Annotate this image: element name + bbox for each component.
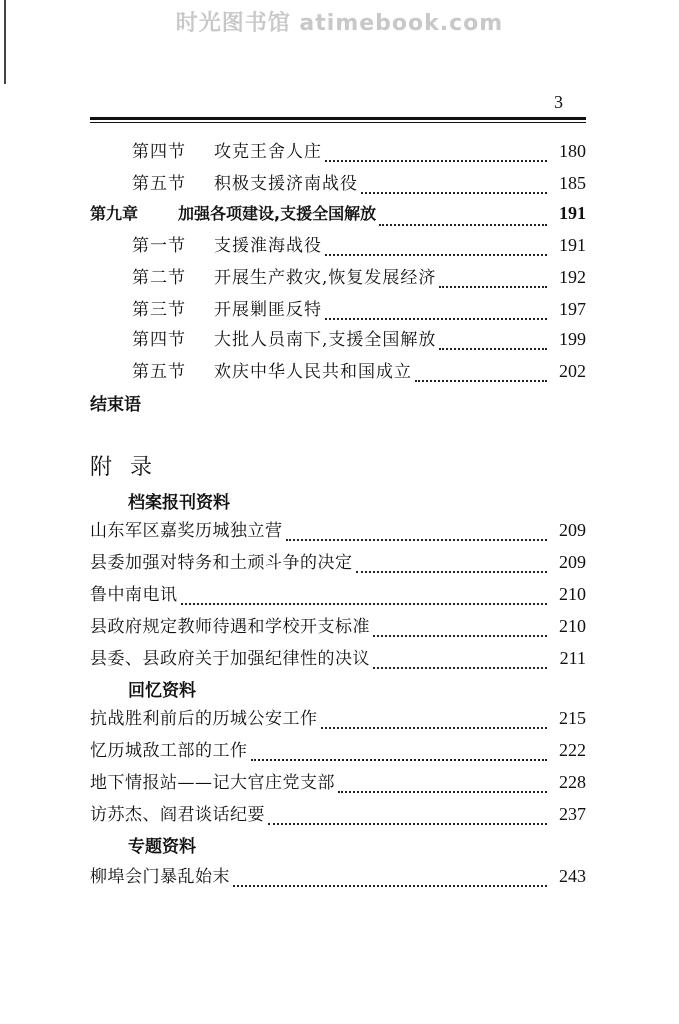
toc-entry [132,231,586,265]
toc-entry-label: 第五节 [132,174,186,194]
appendix-entry-title: 县政府规定教师待遇和学校开支标准 [90,617,370,637]
leader-dots [268,822,547,825]
leader-dots [181,602,548,605]
toc-entry-page: 180 [559,141,586,161]
leader-dots [233,884,547,887]
toc-entry-title: 开展剿匪反特 [214,300,322,320]
appendix-entry-title: 忆历城敌工部的工作 [90,741,248,761]
appendix-subheading: 专题资料 [128,837,196,857]
appendix-entry-page: 210 [559,584,586,604]
toc-entry-title: 支援淮海战役 [214,236,322,256]
appendix-entry-page: 210 [559,616,586,636]
header-rule-thin [90,122,586,123]
leader-dots [338,790,547,793]
watermark: 时光图书馆 atimebook.com [175,11,504,36]
toc-entry [132,295,586,329]
leader-dots [356,570,548,573]
appendix-entry-title: 鲁中南电讯 [90,585,178,605]
leader-dots [325,253,547,256]
appendix-entry-page: 222 [559,740,586,760]
appendix-entry-page: 215 [559,708,586,728]
appendix-entry [90,862,586,896]
appendix-entry [90,704,586,738]
appendix-subheading: 回忆资料 [128,681,196,701]
leader-dots [286,538,548,541]
leader-dots [321,726,548,729]
appendix-entry [90,768,586,802]
appendix-entry [90,800,586,834]
header-rule-thick [90,117,586,120]
appendix-entry-page: 243 [559,866,586,886]
appendix-entry-title: 县委加强对特务和土顽斗争的决定 [90,553,353,573]
toc-entry [132,263,586,297]
closing-title: 结束语 [90,395,141,415]
appendix-title: 附录 [90,455,171,480]
appendix-entry-title: 县委、县政府关于加强纪律性的决议 [90,649,370,669]
toc-chapter-label: 第九章 [90,204,139,223]
leader-dots [373,666,547,669]
toc-entry-label: 第一节 [132,236,186,256]
toc-entry-title: 攻克王舍人庄 [214,142,322,162]
appendix-entry [90,548,586,582]
toc-entry-label: 第五节 [132,362,186,382]
appendix-entry-page: 209 [559,552,586,572]
leader-dots [251,758,548,761]
toc-entry-page: 199 [559,329,586,349]
leader-dots [325,159,547,162]
toc-entry-label: 第三节 [132,300,186,320]
toc-entry-page: 191 [559,235,586,255]
leader-dots [439,285,547,288]
toc-entry-title: 开展生产救灾,恢复发展经济 [214,268,437,288]
toc-chapter-title: 加强各项建设,支援全国解放 [178,204,377,223]
toc-entry-page: 192 [559,267,586,287]
toc-entry-title: 大批人员南下,支援全国解放 [214,330,437,350]
toc-entry [132,357,586,391]
leader-dots [415,379,547,382]
leader-dots [439,347,547,350]
appendix-entry-page: 237 [559,804,586,824]
toc-entry-page: 191 [559,203,586,223]
toc-entry-label: 第四节 [132,330,186,350]
appendix-entry-title: 地下情报站——记大官庄党支部 [90,773,335,793]
appendix-entry-title: 访苏杰、阎君谈话纪要 [90,805,265,825]
leader-dots [361,191,547,194]
appendix-entry [90,736,586,770]
appendix-entry-page: 209 [559,520,586,540]
appendix-entry-title: 抗战胜利前后的历城公安工作 [90,709,318,729]
appendix-entry-title: 山东军区嘉奖历城独立营 [90,521,283,541]
appendix-entry-page: 228 [559,772,586,792]
page-number: 3 [554,92,563,112]
toc-entry-title: 积极支援济南战役 [214,174,358,194]
toc-entry [132,325,586,359]
toc-entry-page: 202 [559,361,586,381]
appendix-subheading: 档案报刊资料 [128,493,230,513]
toc-entry-page: 197 [559,299,586,319]
appendix-entry [90,580,586,614]
appendix-entry-page: 211 [559,648,586,668]
toc-entry [132,137,586,171]
toc-entry-label: 第四节 [132,142,186,162]
appendix-entry [90,612,586,646]
toc-entry-title: 欢庆中华人民共和国成立 [214,362,412,382]
appendix-entry [90,516,586,550]
toc-entry-label: 第二节 [132,268,186,288]
leader-dots [325,317,547,320]
toc-entry [132,169,586,203]
appendix-entry [90,644,586,678]
appendix-entry-title: 柳埠会门暴乱始末 [90,867,230,887]
toc-entry-page: 185 [559,173,586,193]
page-edge-line [4,0,6,84]
leader-dots [379,223,547,226]
toc-chapter-entry [90,201,586,235]
leader-dots [373,634,547,637]
